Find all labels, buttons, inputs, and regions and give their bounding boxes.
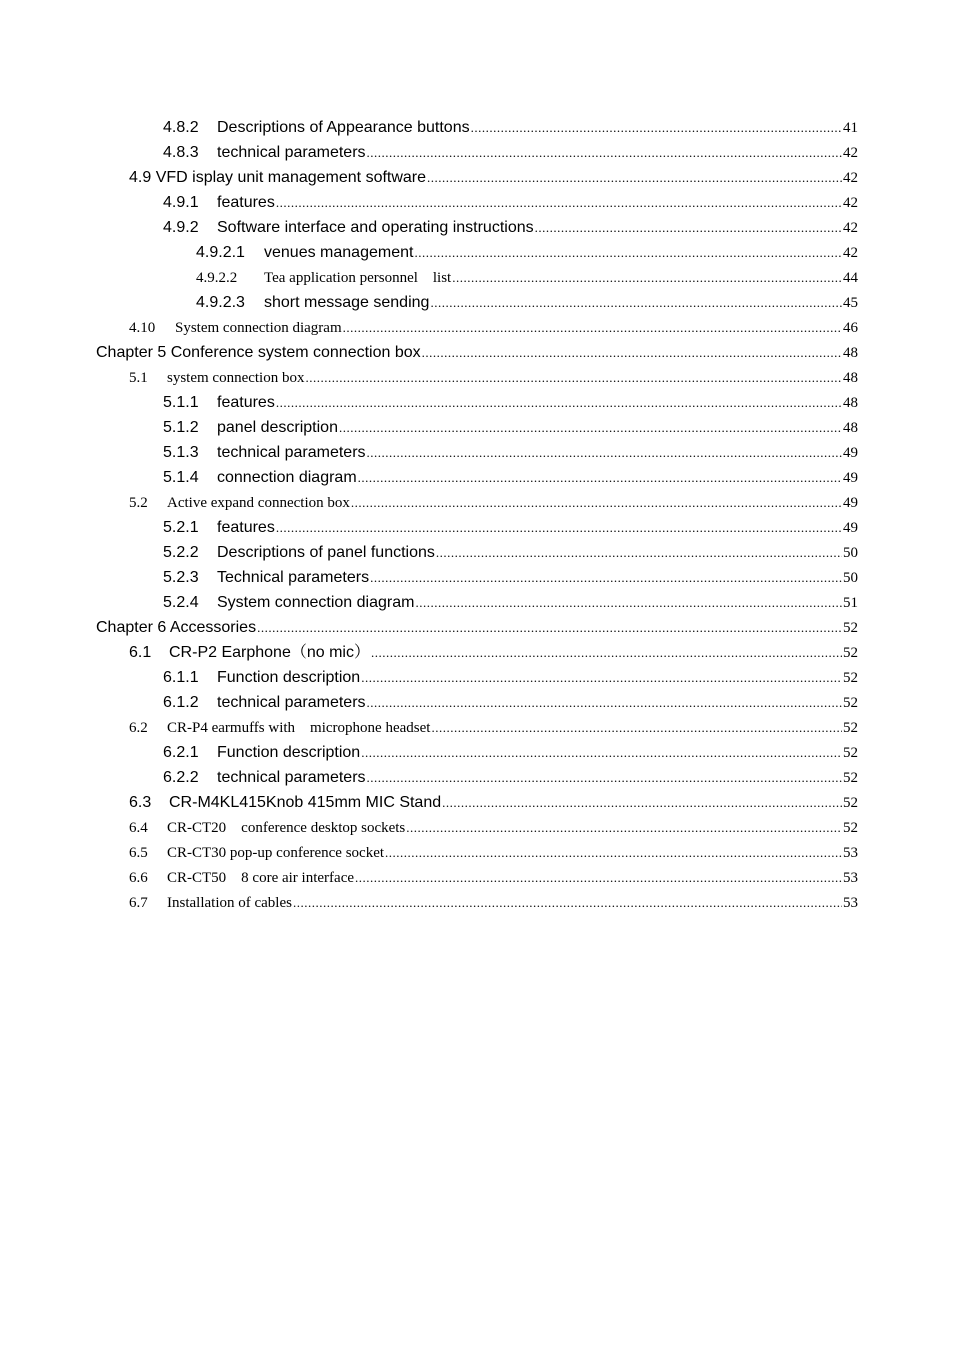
toc-entry-number: 4.10 [129, 320, 156, 336]
toc-entry[interactable] [0, 390, 858, 415]
toc-entry[interactable] [0, 415, 858, 440]
toc-entry[interactable] [0, 140, 858, 165]
dot-leader [305, 365, 842, 390]
dot-leader [351, 490, 842, 515]
toc-entry-page: 53 [843, 845, 858, 861]
toc-entry[interactable] [0, 815, 858, 840]
toc-entry[interactable] [0, 540, 858, 565]
toc-entry-title: Function description [217, 744, 361, 761]
toc-entry-title: Technical parameters [217, 569, 370, 586]
dot-leader [367, 690, 842, 715]
toc-entry-page: 42 [843, 245, 858, 261]
toc-entry-page: 52 [843, 745, 858, 761]
toc-entry[interactable] [0, 215, 858, 240]
toc-entry-title: short message sending [264, 294, 430, 311]
toc-entry-number: 6.4 [129, 820, 148, 836]
toc-entry-page: 46 [843, 320, 858, 336]
toc-entry-number: 6.2 [129, 720, 148, 736]
toc-entry[interactable] [0, 640, 858, 665]
toc-entry-title: Chapter 6 Accessories [96, 619, 257, 636]
toc-entry-title: Descriptions of Appearance buttons [217, 119, 470, 136]
dot-leader [339, 415, 842, 440]
toc-entry-title: Installation of cables [167, 895, 292, 911]
dot-leader [436, 540, 842, 565]
toc-entry-title: Function description [217, 669, 361, 686]
toc-entry-page: 53 [843, 870, 858, 886]
toc-entry-title: features [217, 394, 275, 411]
toc-entry-number: 5.2.1 [163, 519, 199, 536]
toc-entry-title: Software interface and operating instructions [217, 219, 534, 236]
toc-entry-page: 53 [843, 895, 858, 911]
toc-entry[interactable] [0, 290, 858, 315]
dot-leader [361, 665, 842, 690]
dot-leader [422, 340, 842, 365]
toc-entry-page: 52 [843, 670, 858, 686]
toc-entry[interactable] [0, 115, 858, 140]
toc-entry[interactable] [0, 365, 858, 390]
toc-entry-page: 52 [843, 795, 858, 811]
toc-entry[interactable] [0, 865, 858, 890]
toc-entry-title: technical parameters [217, 444, 366, 461]
toc-entry-page: 52 [843, 770, 858, 786]
dot-leader [361, 740, 842, 765]
toc-entry[interactable] [0, 265, 858, 290]
toc-entry[interactable] [0, 665, 858, 690]
toc-entry-page: 49 [843, 520, 858, 536]
toc-entry-page: 52 [843, 720, 858, 736]
toc-entry-title: technical parameters [217, 694, 366, 711]
dot-leader [367, 765, 842, 790]
dot-leader [276, 390, 842, 415]
toc-entry-title: venues management [264, 244, 414, 261]
toc-entry[interactable] [0, 740, 858, 765]
dot-leader [385, 840, 842, 865]
toc-entry-number: 5.2.3 [163, 569, 199, 586]
toc-entry-title: CR-CT20 conference desktop sockets [167, 820, 406, 836]
table-of-contents [0, 115, 954, 915]
toc-entry-number: 4.9.2.3 [196, 294, 245, 311]
toc-entry-page: 48 [843, 395, 858, 411]
dot-leader [452, 265, 842, 290]
toc-entry-number: 4.8.2 [163, 119, 199, 136]
toc-entry[interactable] [0, 615, 858, 640]
toc-entry-title: technical parameters [217, 144, 366, 161]
dot-leader [406, 815, 842, 840]
toc-entry-page: 41 [843, 120, 858, 136]
toc-entry-number: 6.2.2 [163, 769, 199, 786]
toc-entry-number: 5.1.2 [163, 419, 199, 436]
toc-entry-title: panel description [217, 419, 338, 436]
toc-entry-page: 45 [843, 295, 858, 311]
toc-entry-number: 6.2.1 [163, 744, 199, 761]
toc-entry-title: technical parameters [217, 769, 366, 786]
toc-entry-title: Descriptions of panel functions [217, 544, 435, 561]
toc-entry-number: 4.9.2.1 [196, 244, 245, 261]
toc-entry-number: 6.6 [129, 870, 148, 886]
toc-entry-page: 52 [843, 645, 858, 661]
dot-leader [442, 790, 842, 815]
dot-leader [276, 515, 842, 540]
dot-leader [367, 140, 842, 165]
toc-entry-number: 6.1 [129, 644, 152, 661]
dot-leader [293, 890, 842, 915]
toc-entry-title: CR-P4 earmuffs with microphone headset [167, 720, 431, 736]
toc-entry-title: features [217, 194, 275, 211]
toc-entry[interactable] [0, 315, 858, 340]
dot-leader [276, 190, 842, 215]
dot-leader [358, 465, 842, 490]
toc-entry-number: 5.2 [129, 495, 148, 511]
dot-leader [371, 640, 842, 665]
toc-entry-page: 49 [843, 470, 858, 486]
toc-entry-page: 52 [843, 620, 858, 636]
dot-leader [367, 440, 842, 465]
dot-leader [535, 215, 842, 240]
dot-leader [355, 865, 842, 890]
toc-entry-title: CR-CT30 pop-up conference socket [167, 845, 385, 861]
dot-leader [414, 240, 842, 265]
toc-entry[interactable] [0, 515, 858, 540]
toc-entry-page: 42 [843, 145, 858, 161]
toc-entry-number: 5.1.1 [163, 394, 199, 411]
toc-entry-page: 44 [843, 270, 858, 286]
toc-entry[interactable] [0, 565, 858, 590]
toc-entry-page: 51 [843, 595, 858, 611]
toc-entry[interactable] [0, 590, 858, 615]
toc-entry-page: 42 [843, 220, 858, 236]
toc-entry-title: CR-CT50 8 core air interface [167, 870, 355, 886]
toc-entry[interactable] [0, 465, 858, 490]
dot-leader [471, 115, 842, 140]
toc-entry-number: 4.9.2 [163, 219, 199, 236]
toc-entry-title: Tea application personnel list [264, 270, 452, 286]
toc-entry-title: 4.9 VFD isplay unit management software [129, 169, 427, 186]
toc-entry-page: 52 [843, 695, 858, 711]
dot-leader [257, 615, 842, 640]
toc-entry-page: 48 [843, 370, 858, 386]
toc-entry-page: 50 [843, 545, 858, 561]
toc-entry[interactable] [0, 715, 858, 740]
toc-entry-number: 6.1.1 [163, 669, 199, 686]
toc-entry[interactable] [0, 190, 858, 215]
toc-entry-page: 48 [843, 345, 858, 361]
toc-entry[interactable] [0, 840, 858, 865]
dot-leader [427, 165, 842, 190]
toc-entry[interactable] [0, 690, 858, 715]
toc-entry[interactable] [0, 240, 858, 265]
toc-entry-title: CR-M4KL415Knob 415mm MIC Stand [169, 794, 442, 811]
toc-entry[interactable] [0, 790, 858, 815]
toc-entry-title: Active expand connection box [167, 495, 350, 511]
toc-entry[interactable] [0, 890, 858, 915]
toc-entry-number: 6.1.2 [163, 694, 199, 711]
dot-leader [430, 290, 842, 315]
toc-entry-page: 50 [843, 570, 858, 586]
toc-entry-number: 6.7 [129, 895, 148, 911]
toc-entry-title: features [217, 519, 275, 536]
toc-entry-title: System connection diagram [175, 320, 342, 336]
toc-entry-page: 48 [843, 420, 858, 436]
toc-entry[interactable] [0, 765, 858, 790]
toc-entry[interactable] [0, 165, 858, 190]
toc-entry-page: 42 [843, 170, 858, 186]
toc-entry-number: 5.1.4 [163, 469, 199, 486]
dot-leader [343, 315, 842, 340]
toc-entry-number: 4.8.3 [163, 144, 199, 161]
toc-entry-number: 6.3 [129, 794, 152, 811]
toc-entry-number: 6.5 [129, 845, 148, 861]
toc-entry-number: 5.2.4 [163, 594, 199, 611]
toc-entry[interactable] [0, 440, 858, 465]
toc-entry-page: 49 [843, 445, 858, 461]
toc-entry-page: 49 [843, 495, 858, 511]
dot-leader [370, 565, 842, 590]
dot-leader [415, 590, 842, 615]
toc-entry-number: 4.9.2.2 [196, 270, 238, 286]
toc-entry[interactable] [0, 340, 858, 365]
toc-entry-title: CR-P2 Earphone（no mic） [169, 644, 370, 661]
toc-entry-title: system connection box [167, 370, 305, 386]
toc-entry-page: 42 [843, 195, 858, 211]
toc-entry-title: connection diagram [217, 469, 357, 486]
toc-entry[interactable] [0, 490, 858, 515]
toc-entry-number: 5.1.3 [163, 444, 199, 461]
toc-entry-title: Chapter 5 Conference system connection box [96, 344, 421, 361]
dot-leader [431, 715, 842, 740]
toc-entry-number: 4.9.1 [163, 194, 199, 211]
toc-entry-number: 5.1 [129, 370, 148, 386]
toc-entry-number: 5.2.2 [163, 544, 199, 561]
toc-entry-title: System connection diagram [217, 594, 415, 611]
toc-entry-page: 52 [843, 820, 858, 836]
